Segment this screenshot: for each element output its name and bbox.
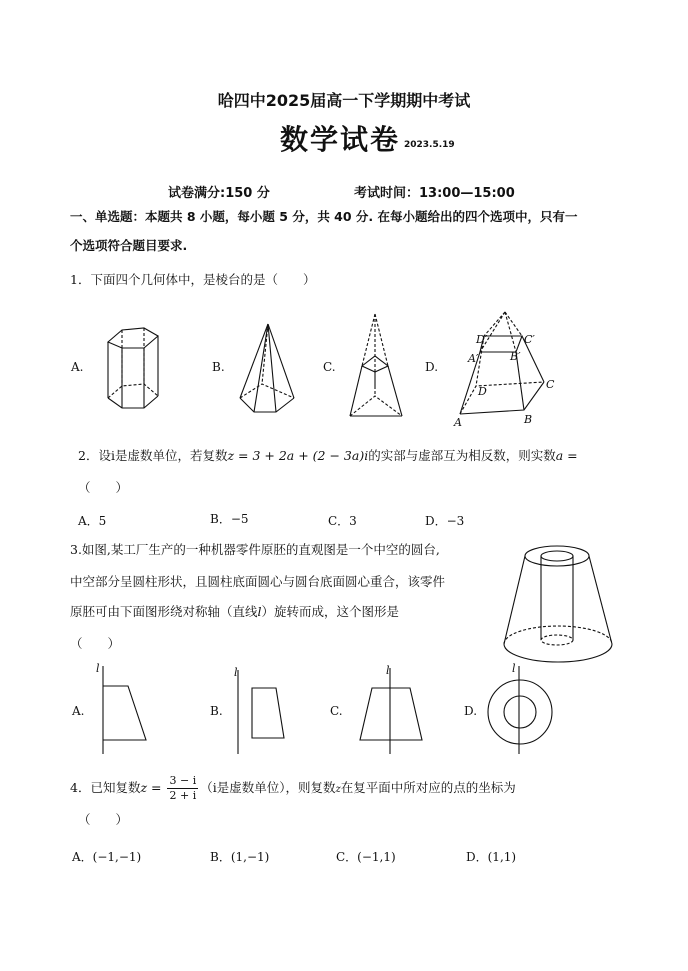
q4-option-b: B．(1,−1) [210, 850, 270, 864]
q3-option-a-label: A. [72, 704, 85, 718]
exam-date: 2023.5.19 [404, 140, 455, 150]
q4-fraction [167, 774, 198, 803]
q3-figure-a [96, 662, 156, 757]
section1-heading: 一、单选题 [70, 209, 133, 224]
q1-d-label-d: D [478, 385, 487, 398]
q4-option-a: A．(−1,−1) [72, 850, 142, 864]
q1-d-label-b-prime: B′ [510, 350, 521, 363]
section1-intro-text: ：本题共 8 小题，每小题 5 分，共 40 分. 在每小题给出的四个选项中，只有一 [132, 209, 578, 224]
q3-hollow-frustum-figure [498, 540, 628, 675]
q4-option-c: C．(−1,1) [336, 850, 396, 864]
q4-stem-start: 4．已知复数 [70, 780, 141, 795]
q2-paren: （ ） [78, 480, 129, 495]
q3-b-axis-label: l [234, 666, 238, 679]
q4-var-z: z [335, 784, 341, 795]
full-score: 试卷满分:150 分 [168, 186, 270, 201]
q4-option-d: D．(1,1) [466, 850, 517, 864]
q1-d-label-a-prime: A′ [468, 352, 479, 365]
q4-paren: （ ） [78, 812, 129, 827]
q4-stem-end: 在复平面中所对应的点的坐标为 [340, 780, 516, 795]
q1-figure-d-frustum [448, 310, 568, 430]
q1-figure-b-pyramid [236, 322, 306, 417]
q1-option-b-label: B. [212, 360, 225, 374]
q1-d-label-d-prime: D′ [476, 333, 488, 346]
q3-line3-var: l [257, 604, 262, 619]
q3-figure-d [482, 662, 562, 757]
q3-option-b-label: B. [210, 704, 223, 718]
q2-formula: z = 3 + 2a + (2 − 3a)i [227, 448, 369, 463]
q1-stem: 1．下面四个几何体中，是棱台的是（ ） [70, 272, 316, 287]
q3-line3-start: 原胚可由下面图形绕对称轴（直线 [70, 604, 258, 619]
section1-intro [70, 207, 630, 227]
q3-line1: 3.如图,某工厂生产的一种机器零件原胚的直观图是一个中空的圆台, [70, 542, 440, 557]
q1-option-d-label: D. [425, 360, 439, 374]
q2-option-a: A．5 [78, 514, 107, 528]
q3-line2: 中空部分呈圆柱形状，且圆柱底面圆心与圆台底面圆心重合，该零件 [70, 574, 446, 589]
exam-time: 考试时间：13:00—15:00 [354, 186, 515, 201]
q3-paren: （ ） [70, 636, 121, 651]
q1-d-label-a: A [454, 416, 462, 429]
q3-line3 [70, 602, 399, 622]
q2-option-c: C．3 [328, 514, 357, 528]
exam-subject: 数学试卷 [280, 123, 401, 156]
q2-option-d: D．−3 [425, 514, 465, 528]
q3-a-axis-label: l [96, 662, 100, 675]
q3-option-d-label: D. [464, 704, 478, 718]
q4-numerator: 3 − i [169, 774, 197, 787]
q1-d-label-c-prime: C′ [524, 333, 535, 346]
q2-stem-start: 2．设i是虚数单位，若复数 [78, 448, 228, 463]
q3-figure-b [230, 666, 300, 756]
q1-figure-c-frustum [346, 312, 416, 422]
q2-stem-middle: 的实部与虚部互为相反数，则实数 [368, 448, 556, 463]
q1-option-c-label: C. [323, 360, 336, 374]
q1-d-label-c: C [546, 378, 555, 391]
q4-z-eq: z = [140, 780, 162, 795]
q4-denominator: 2 + i [169, 789, 197, 802]
q1-figure-a-hexagonal-prism [104, 322, 174, 412]
q1-option-a-label: A. [71, 360, 84, 374]
q3-c-axis-label: l [386, 664, 390, 677]
q3-option-c-label: C. [330, 704, 343, 718]
q2-option-b: B．−5 [210, 512, 249, 526]
q3-line3-end: ）旋转而成，这个图形是 [261, 604, 400, 619]
exam-title: 哈四中2025届高一下学期期中考试 [217, 91, 471, 110]
q1-d-label-b: B [524, 413, 533, 426]
q2-stem [78, 446, 578, 466]
q3-d-axis-label: l [512, 662, 516, 675]
q3-figure-c [356, 664, 436, 759]
q2-var-a: a = [555, 448, 578, 463]
q4-stem-middle: （i是虚数单位），则复数 [200, 780, 336, 795]
q4-stem [70, 774, 516, 803]
section1-intro-line2: 个选项符合题目要求. [70, 238, 188, 253]
